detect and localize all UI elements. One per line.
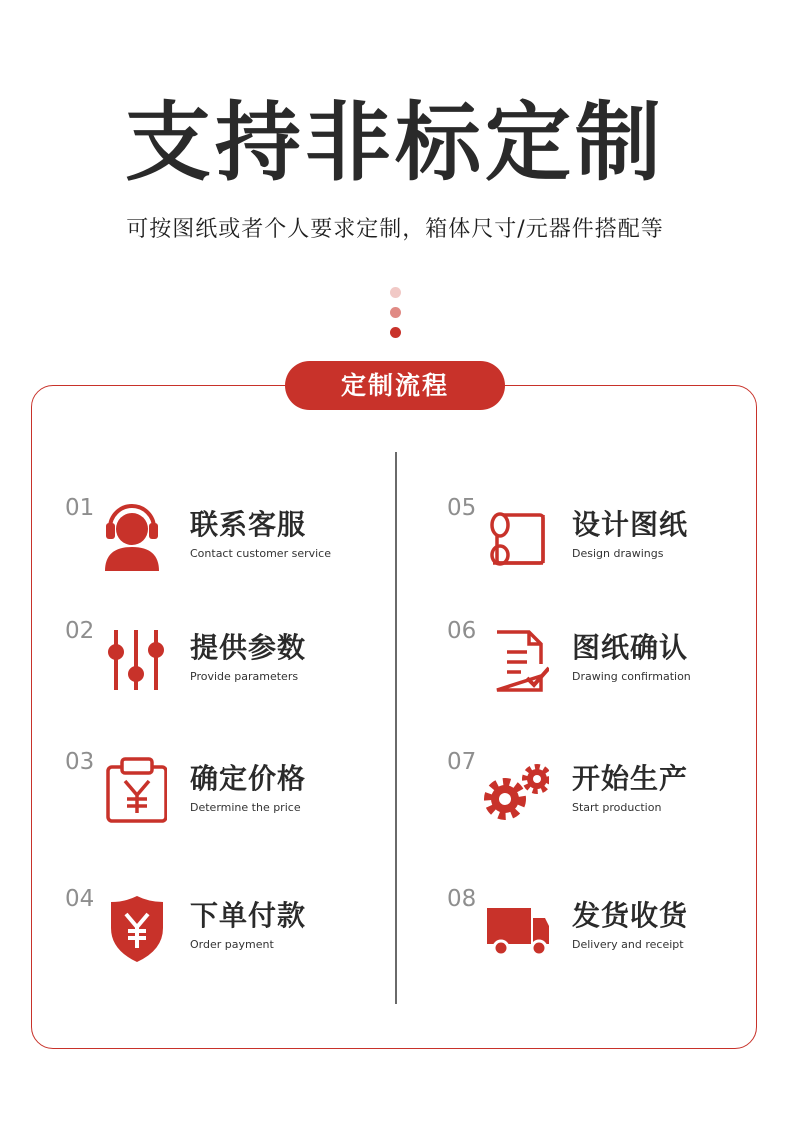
decor-dot — [390, 327, 401, 338]
process-label: 定制流程 — [285, 361, 505, 410]
step-title: 开始生产 — [572, 762, 689, 795]
yen-clipboard-icon — [97, 749, 167, 825]
step-subtitle: Provide parameters — [190, 670, 299, 683]
step-subtitle: Determine the price — [190, 801, 301, 814]
decor-dot — [390, 287, 401, 298]
step-order-payment — [65, 886, 395, 986]
step-contact-service — [65, 495, 395, 595]
step-subtitle: Drawing confirmation — [572, 670, 691, 683]
step-subtitle: Start production — [572, 801, 662, 814]
headset-agent-icon — [97, 495, 167, 571]
decor-dot — [390, 307, 401, 318]
step-title: 发货收货 — [572, 899, 689, 932]
column-divider — [395, 452, 397, 1004]
page-subtitle: 可按图纸或者个人要求定制，箱体尺寸/元器件搭配等 — [126, 217, 664, 242]
step-start-production — [447, 749, 777, 849]
step-title: 联系客服 — [190, 508, 307, 541]
yen-shield-icon — [97, 886, 167, 962]
step-subtitle: Design drawings — [572, 547, 664, 560]
page-title: 支持非标定制 — [125, 93, 665, 193]
step-subtitle: Delivery and receipt — [572, 938, 684, 951]
step-title: 下单付款 — [190, 899, 307, 932]
step-title: 提供参数 — [190, 631, 307, 664]
step-number: 06 — [447, 618, 477, 644]
step-title: 图纸确认 — [572, 631, 689, 664]
step-number: 05 — [447, 495, 477, 521]
gears-icon — [479, 749, 549, 825]
step-provide-parameters — [65, 618, 395, 718]
step-drawing-confirmation — [447, 618, 777, 718]
step-design-drawings — [447, 495, 777, 595]
step-subtitle: Contact customer service — [190, 547, 331, 560]
scroll-blueprint-icon — [479, 495, 549, 571]
step-number: 02 — [65, 618, 95, 644]
step-number: 07 — [447, 749, 477, 775]
step-number: 08 — [447, 886, 477, 912]
step-number: 03 — [65, 749, 95, 775]
step-number: 04 — [65, 886, 95, 912]
step-subtitle: Order payment — [190, 938, 274, 951]
step-title: 设计图纸 — [572, 508, 689, 541]
truck-icon — [479, 886, 549, 962]
document-check-icon — [479, 618, 549, 694]
step-title: 确定价格 — [190, 762, 307, 795]
sliders-icon — [97, 618, 167, 694]
step-delivery-receipt — [447, 886, 777, 986]
step-determine-price — [65, 749, 395, 849]
step-number: 01 — [65, 495, 95, 521]
